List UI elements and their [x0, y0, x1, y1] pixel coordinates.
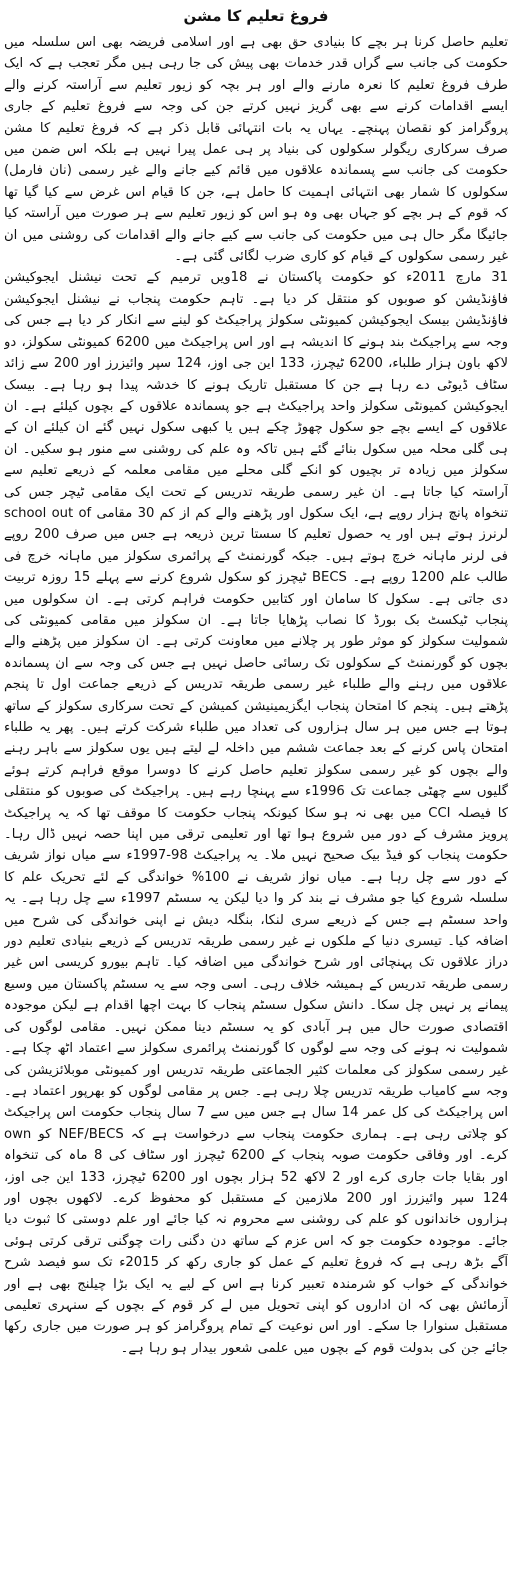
- article-paragraph: تعلیم حاصل کرنا ہر بچے کا بنیادی حق بھی ہے اور اسلامی فریضہ بھی اس سلسلہ میں حکومت کی جانب سے گراں قدر خدمات بھی پیش کی جا رہی ہیں مگر تعجب ہے کہ ایک طرف فروغ تعلیم کا نعرہ مارنے والے اور ہر بچہ کو زیور تعلیم سے آراستہ کرنے والے ایسے اقدامات کرنے سے بھی گریز نہیں کرتے جن کی وجہ سے فروغ تعلیم کے جاری پروگرامز کو نقصان پہنچے۔ یہاں یہ بات انتہائی قابل ذکر ہے کہ فروغ تعلیم کا مشن صرف سرکاری ریگولر سکولوں کی بنیاد پر ہی عمل پیرا نہیں ہے بلکہ اس ضمن میں حکومت کی جانب سے پسماندہ علاقوں میں قائم کیے جانے والے غیر رسمی (نان فارمل) سکولوں کا شمار بھی انتہائی اہمیت کا حامل ہے، جن کا قیام اس غرض سے کیا گیا تھا کہ قوم کے ہر بچے کو جہاں بھی وہ ہو اس کو زیور تعلیم سے ہر صورت میں آراستہ کیا جائیگا مگر حال ہی میں حکومت کی جانب سے کیے جانے والے اقدامات کی روشنی میں ان غیر رسمی سکولوں کے قیام کو کاری ضرب لگائی گئی ہے۔: [4, 35, 508, 265]
- article-paragraph: 31 مارچ 2011ء کو حکومت پاکستان نے 18ویں ترمیم کے تحت نیشنل ایجوکیشن فاؤنڈیشن کو صوبوں کو منتقل کر دیا ہے۔ تاہم حکومت پنجاب نے نیشنل ایجوکیشن فاؤنڈیشن بیسک ایجوکیشن کمیونٹی سکولز پراجیکٹ کو لینے سے انکار کر دیا ہے جس کی وجہ سے پراجیکٹ بند ہونے کا اندیشہ ہے اور اس پراجیکٹ میں 6200 کمیونٹی سکولز، دو لاکھ باون ہزار طلباء، 6200 ٹیچرز، 133 این جی اوز، 124 سپر وائیزرز اور 200 سے زائد سٹاف ڈیوٹی دے رہا ہے جن کا مستقبل تاریک ہونے کا خدشہ پیدا ہو رہا ہے۔ بیسک ایجوکیشن کمیونٹی سکولز واحد پراجیکٹ ہے جو پسماندہ علاقوں کے بچوں کیلئے ہے۔ ان علاقوں کے ایسے بچے جو سکول چھوڑ چکے ہیں یا کبھی سکول نہیں گئے ان کیلئے ان کے ہی گلی محلہ میں سکول بنائے گئے ہیں تاکہ وہ علم کی روشنی سے منور ہو سکیں۔ ان سکولز میں زیادہ تر بچیوں کو انکے گلی محلے میں مقامی معلمہ کے ذریعے تعلیم سے آراستہ کیا جاتا ہے۔ ان غیر رسمی طریقہ تدریس کے تحت ایک مقامی ٹیچر جس کی تنخواہ پانچ ہزار روپے ہے، ایک سکول اور پڑھنے والے کم از کم 30 مقامی school out of لرنرز ہوتے ہیں اور یہ حصول تعلیم کا سستا ترین ذریعہ ہے جس میں صرف 200 روپے فی لرنر ماہانہ خرچ ہوتے ہیں۔ جبکہ گورنمنٹ کے پرائمری سکولز میں ماہانہ خرچ فی طالب علم 1200 روپے ہے۔ BECS ٹیچرز کو سکول شروع کرنے سے پہلے 15 روزہ تربیت دی جاتی ہے۔ سکول کا سامان اور کتابیں حکومت فراہم کرتی ہے۔ ان سکولوں میں پنجاب ٹیکسٹ بک بورڈ کا نصاب پڑھایا جاتا ہے۔ ان سکولز میں مقامی کمیونٹی کی شمولیت سکولز کو موثر طور پر چلانے میں معاونت کرتی ہے۔ ان سکولز میں پڑھنے والے بچوں کو گورنمنٹ کے سکولوں تک رسائی حاصل نہیں ہے جس کی وجہ سے ان پسماندہ علاقوں میں رہنے والے طلباء غیر رسمی طریقہ تدریس کے ذریعے جماعت اول تا پنجم پڑھتے ہیں۔ پنجم کا امتحان پنجاب ایگزیمینیشن کمیشن کے تحت سرکاری سکولز کے ساتھ ہوتا ہے جس میں ہر سال ہزاروں کی تعداد میں طلباء شرکت کرتے ہیں۔ پھر یہ طلباء امتحان پاس کرنے کے بعد جماعت ششم میں داخلہ لے لیتے ہیں یوں سکولز سے باہر رہنے والے بچوں کو غیر رسمی سکولز تعلیم حاصل کرنے کا دوسرا موقع فراہم کرتے ہوئے گلیوں سے چھٹی جماعت تک 1996ء سے پہنچا رہے ہیں۔ پراجیکٹ کی صوبوں کو منتقلی کا فیصلہ CCI میں بھی نہ ہو سکا کیونکہ پنجاب حکومت کا موقف تھا کہ یہ پراجیکٹ پرویز مشرف کے دور میں شروع ہوا تھا اور تعلیمی ترقی میں اپنا حصہ نہیں ڈال رہا۔ حکومت پنجاب کو فیڈ بیک صحیح نہیں ملا۔ یہ پراجیکٹ 98-1997ء سے میاں نواز شریف کے دور سے چل رہا ہے۔ میاں نواز شریف نے 100% خواندگی کے لئے تحریک علم کا سلسلہ شروع کیا جو مشرف نے بند کر وا دیا لیکن یہ سسٹم 1997ء سے چل رہا ہے۔ یہ واحد سسٹم ہے جس کے ذریعے سری لنکا، بنگلہ دیش نے اپنی خواندگی کی شرح میں اضافہ کیا۔ تیسری دنیا کے ملکوں نے غیر رسمی طریقہ تدریس کے ذریعے بنیادی تعلیم دور دراز علاقوں تک پہنچائی اور شرح خواندگی میں اضافہ کیا۔ تاہم بیورو کریسی اس غیر رسمی طریقہ تدریس کے ہمیشہ خلاف رہی۔ اسی وجہ سے یہ سسٹم پاکستان میں وسیع پیمانے پر نہیں چل سکا۔ دانش سکول سسٹم پنجاب کا بہت اچھا اقدام ہے لیکن موجودہ اقتصادی صورت حال میں ہر آبادی کو یہ سسٹم دینا ممکن نہیں۔ مقامی لوگوں کی شمولیت نہ ہونے کی وجہ سے لوگوں کا گورنمنٹ پرائمری سکولز سے اعتماد اٹھ چکا ہے۔ غیر رسمی سکولز کی معلمات کثیر الجماعتی طریقہ تدریس اور کمیونٹی موبلائزیشن کی وجہ سے کامیاب طریقہ تدریس چلا رہی ہے۔ جس پر مقامی لوگوں کو بھرپور اعتماد ہے۔ اس پراجیکٹ کی کل عمر 14 سال ہے جس میں سے 7 سال پنجاب حکومت اس پراجیکٹ کو چلاتی رہی ہے۔ ہماری حکومت پنجاب سے درخواست ہے کہ NEF/BECS کو own کرے۔ اور وفاقی حکومت صوبہ پنجاب کے 6200 ٹیچرز اور سٹاف کی 8 ماہ کی تنخواہ اور بقایا جات جاری کرے اور 2 لاکھ 52 ہزار بچوں اور 6200 ٹیچرز، 133 این جی اوز، 124 سپر وائیزرز اور 200 ملازمین کے مستقبل کو محفوظ کرے۔ لاکھوں بچوں اور ہزاروں خاندانوں کو علم کی روشنی سے محروم نہ کیا جائے اور علم دوستی کا ثبوت دیا جائے۔ موجودہ حکومت جو کہ اس عزم کے ساتھ دن دگنی رات چوگنی ترقی کرتی ہوئی آگے بڑھ رہی ہے کہ فروغ تعلیم کے عمل کو جاری رکھ کر 2015ء تک سو فیصد شرح خواندگی کے خواب کو شرمندہ تعبیر کرنا ہے اس کے لیے یہ ایک بڑا چیلنج بھی ہے اور آزمائش بھی کہ ان اداروں کو اپنی تحویل میں لے کر قوم کے بچوں کے سنہری تعلیمی مستقبل سنوارا جا سکے۔ اور اس نوعیت کے تمام پروگرامز کو ہر صورت میں جاری رکھا جائے جن کی بدولت قوم کے بچوں میں علمی شعور بیدار ہو رہا ہے۔: [4, 270, 508, 1356]
- article-body: [4, 32, 508, 1580]
- article-title: فروغ تعلیم کا مشن: [183, 7, 329, 25]
